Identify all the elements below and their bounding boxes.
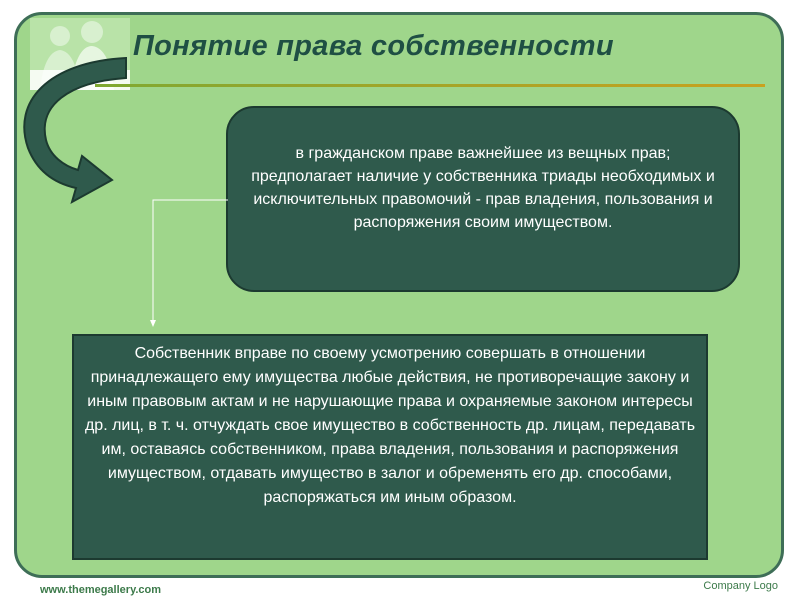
- page-title: Понятие права собственности: [133, 30, 614, 62]
- owner-rights-box: [72, 334, 708, 560]
- title-divider: [95, 84, 765, 87]
- connector-line: [150, 196, 230, 328]
- footer-url[interactable]: www.themegallery.com: [40, 584, 162, 596]
- owner-rights-text: Собственник вправе по своему усмотрению совершать в отношении принадлежащего ему имущества любые действия, не противоречащие закону и иным правовым актам и не нарушающие права и охраняемые законом интересы др. лиц, в т. ч. отчуждать свое имущество в собственность др. лицам, передавать им, оставаясь собственником, права владения, пользования и распоряжения имуществом, отдавать имущество в залог и обременять его др. способами, распоряжаться им иным образом.: [84, 345, 696, 506]
- curved-arrow-icon: [8, 52, 128, 212]
- company-logo: Company Logo: [703, 580, 778, 592]
- definition-box: [226, 106, 740, 292]
- definition-text: в гражданском праве важнейшее из вещных прав; предполагает наличие у собственника триады необходимых и исключительных правомочий - прав владения, пользования и распоряжения своим имуществом.: [251, 145, 715, 231]
